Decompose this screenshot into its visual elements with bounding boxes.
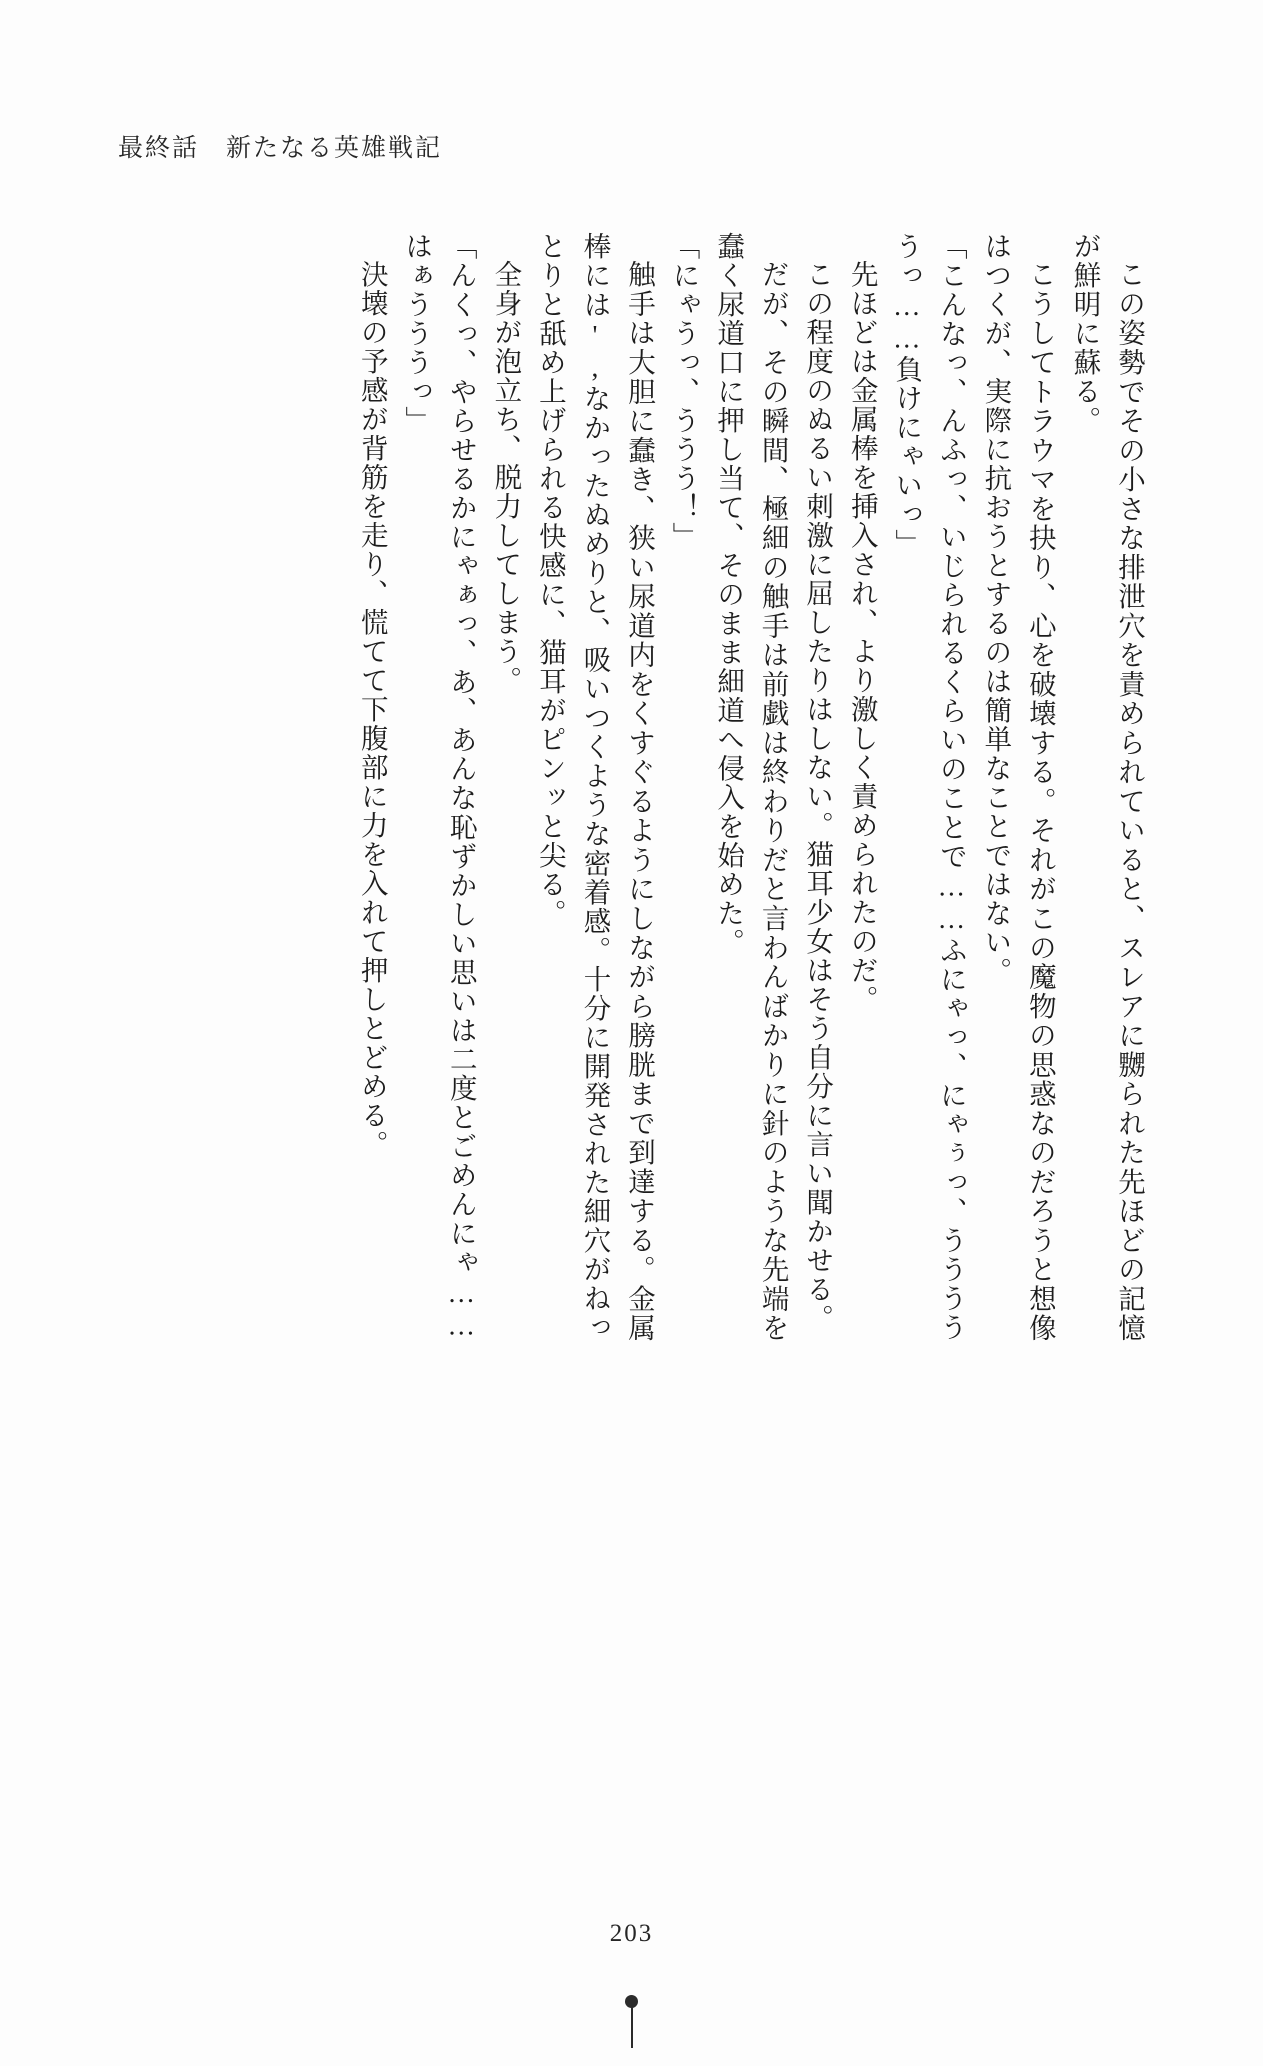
paragraph: この程度のぬるい刺激に屈したりはしない。猫耳少女はそう自分に言い聞かせる。 <box>802 259 834 1333</box>
paragraph: 全身が泡立ち、脱力してしまう。 <box>490 259 522 695</box>
paragraph: 「にゃうっ、ううう！」 <box>668 232 700 551</box>
page-number: 203 <box>609 1920 654 1947</box>
paragraph: 触手は大胆に蠢き、狭い尿道内をくすぐるようにしながら膀胱まで到達する。金属棒には',なかったぬめりと、吸いつくような密着感。十分に開発された細穴がねっとりと舐め上げられる快感に、猫耳がピンッと尖る。 <box>534 232 655 1342</box>
paragraph: この姿勢でその小さな排泄穴を責められていると、スレアに嬲られた先ほどの記憶が鮮明に蘇る。 <box>1069 232 1145 1342</box>
binding-dot-icon <box>625 1995 638 2008</box>
paragraph: 先ほどは金属棒を挿入され、より激しく責められたのだ。 <box>846 259 878 1014</box>
paragraph: だが、その瞬間、極細の触手は前戯は終わりだと言わんばかりに針のような先端を蠢く尿道口に押し当て、そのまま細道へ侵入を始めた。 <box>713 232 789 1342</box>
vertical-body-text <box>211 232 1151 1342</box>
paragraph: 「こんなっ、んふっ、いじられるくらいのことで……ふにゃっ、にゃぅっ、うううううっ……負けにゃいっ」 <box>891 232 967 1342</box>
running-header-chapter-title: 最終話 新たなる英雄戦記 <box>118 135 443 162</box>
paragraph: 「んくっ、やらせるかにゃぁっ、あ、あんな恥ずかしい思いは二度とごめんにゃ……はぁうううっ」 <box>401 232 477 1342</box>
paragraph: こうしてトラウマを抉り、心を破壊する。それがこの魔物の思惑なのだろうと想像はつくが、実際に抗おうとするのは簡単なことではない。 <box>980 232 1056 1342</box>
binding-mark-icon <box>625 1995 639 2048</box>
binding-line-icon <box>631 2008 633 2048</box>
paragraph: 決壊の予感が背筋を走り、慌てて下腹部に力を入れて押しとどめる。 <box>356 259 388 1159</box>
